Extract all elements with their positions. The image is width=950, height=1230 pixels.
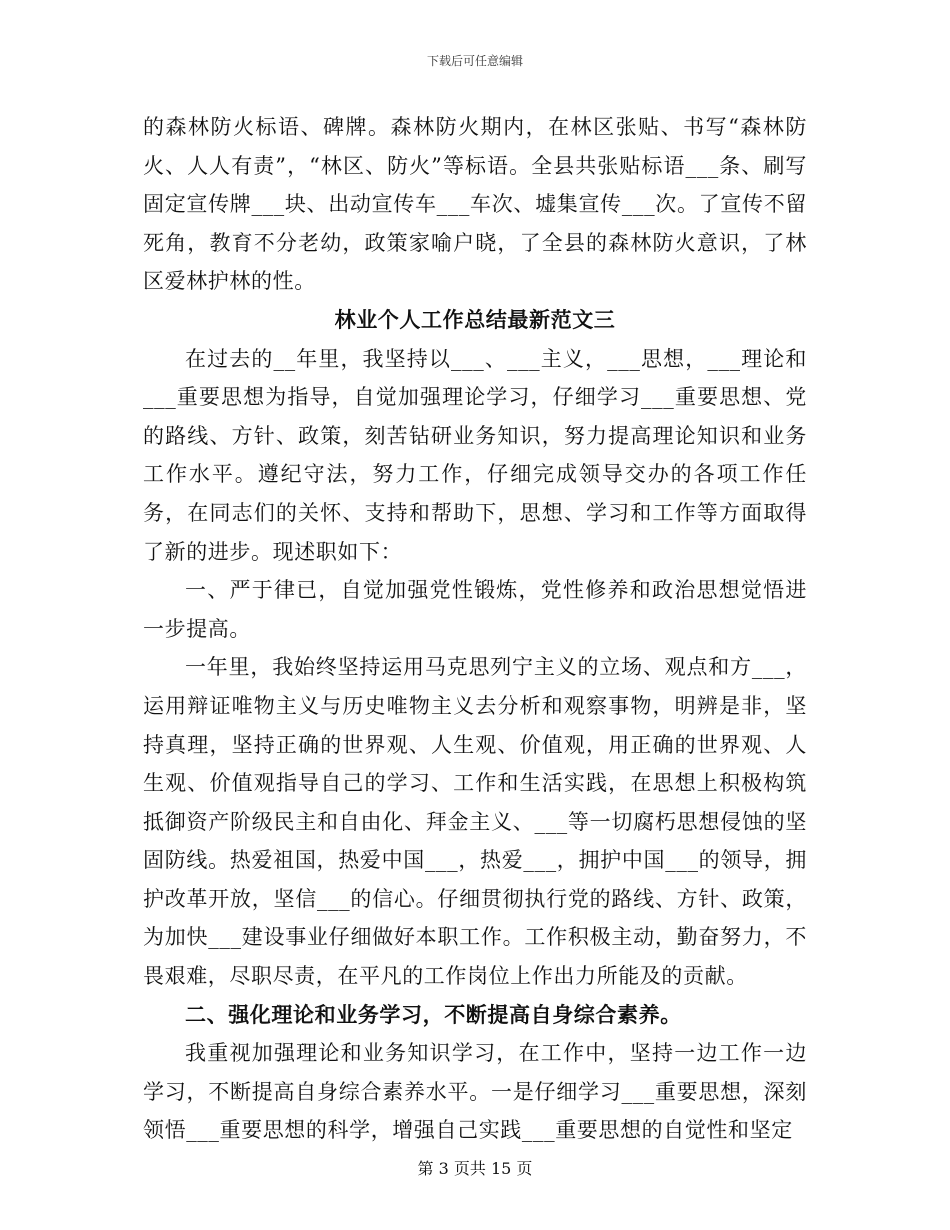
paragraph-3: 一、严于律已，自觉加强党性锻炼，党性修养和政治思想觉悟进一步提高。 [143, 578, 807, 641]
section-title: 林业个人工作总结最新范文三 [334, 306, 616, 332]
document-body [143, 108, 807, 1150]
section-heading-2: 二、强化理论和业务学习，不断提高自身综合素养。 [185, 1001, 682, 1027]
paragraph-1: 的森林防火标语、碑牌。森林防火期内，在林区张贴、书写“森林防火、人人有责”，“林区、防火”等标语。全县共张贴标语___条、刷写固定宣传牌___块、出动宣传车___车次、墟集宣传___次。了宣传不留死角，教育不分老幼，政策家喻户晓，了全县的森林防火意识，了林区爱林护林的性。 [143, 115, 807, 294]
paragraph-4: 一年里，我始终坚持运用马克思列宁主义的立场、观点和方___，运用辩证唯物主义与历史唯物主义去分析和观察事物，明辨是非，坚持真理，坚持正确的世界观、人生观、价值观，用正确的世界观、人生观、价值观指导自己的学习、工作和生活实践，在思想上积极构筑抵御资产阶级民主和自由化、拜金主义、___等一切腐朽思想侵蚀的坚固防线。热爱祖国，热爱中国___，热爱___，拥护中国___的领导，拥护改革开放，坚信___的信心。仔细贯彻执行党的路线、方针、政策，为加快___建设事业仔细做好本职工作。工作积极主动，勤奋努力，不畏艰难，尽职尽责，在平凡的工作岗位上作出力所能及的贡献。 [143, 655, 807, 989]
page-footer: 第 3 页共 15 页 [417, 1159, 533, 1178]
paragraph-2: 在过去的__年里，我坚持以___、___主义，___思想，___理论和___重要思想为指导，自觉加强理论学习，仔细学习___重要思想、党的路线、方针、政策，刻苦钻研业务知识，努力提高理论知识和业务工作水平。遵纪守法，努力工作，仔细完成领导交办的各项工作任务，在同志们的关怀、支持和帮助下，思想、学习和工作等方面取得了新的进步。现述职如下： [143, 346, 807, 564]
page-header: 下载后可任意编辑 [426, 54, 523, 68]
paragraph-5: 我重视加强理论和业务知识学习，在工作中，坚持一边工作一边学习，不断提高自身综合素养水平。一是仔细学习___重要思想，深刻领悟___重要思想的科学，增强自己实践___重要思想的自觉性和坚定 [143, 1041, 807, 1143]
